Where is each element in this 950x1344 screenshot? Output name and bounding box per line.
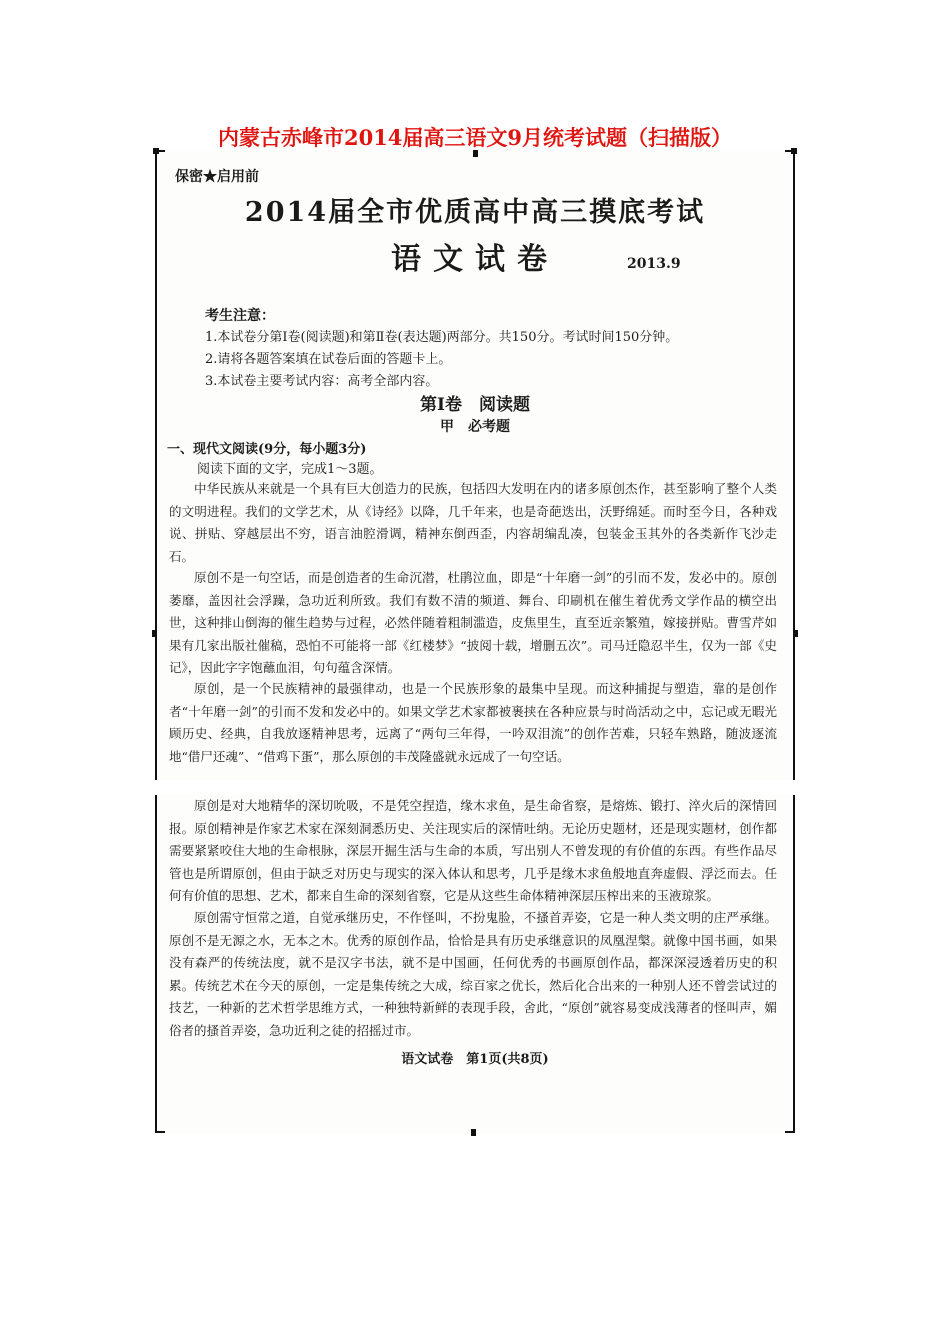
page-footer: 语文试卷 第1页(共8页) — [401, 1052, 549, 1067]
exam-date: 2013.9 — [627, 256, 681, 272]
registration-mark — [471, 1129, 476, 1136]
exam-subtitle: 语文试卷 — [391, 242, 559, 277]
exam-title: 2014届全市优质高中高三摸底考试 — [244, 197, 706, 228]
registration-mark — [152, 630, 157, 637]
notice-heading: 考生注意： — [205, 308, 275, 324]
passage-paragraph: 原创，是一个民族精神的最强律动，也是一个民族形象的最集中呈现。而这种捕捉与塑造，靠的是创作者“十年磨一剑”的引而不发和发必中的。如果文学艺术家都被裹挟在各种应景与时尚活动之中，忘记或无暇光顾历史、经典，自我放逐精神思考，远离了“两句三年得，一吟双泪流”的创作苦难，只轻车熟路，随波逐流地“借尸还魂”、“借鸡下蛋”，那么原创的丰茂隆盛就永远成了一句空话。 — [169, 681, 777, 764]
confidential-label: 保密★启用前 — [175, 169, 259, 185]
crop-mark — [785, 1131, 795, 1133]
notice-item: 1.本试卷分第Ⅰ卷(阅读题)和第Ⅱ卷(表达题)两部分。共150分。考试时间150分钟。 — [205, 330, 679, 345]
scan-border-right — [793, 795, 795, 1133]
document-title: 内蒙古赤峰市2014届高三语文9月统考试题（扫描版） — [217, 125, 733, 150]
part-heading: 一、现代文阅读(9分，每小题3分) — [167, 442, 367, 457]
section-title: 第Ⅰ卷 阅读题 — [420, 395, 530, 415]
passage-paragraph: 原创是对大地精华的深切吮吸，不是凭空捏造，缘木求鱼，是生命省察，是熔炼、锻打、淬火后的深情回报。原创精神是作家艺术家在深刻洞悉历史、关注现实后的深情吐纳。无论历史题材，还是现实题材，创作都需要紧紧咬住大地的生命根脉，深层开掘生活与生命的本质，写出别人不曾发现的有价值的东西。有些作品尽管也是所谓原创，但由于缺乏对历史与现实的深入体认和思考，几乎是缘木求鱼般地直奔虚假、浮泛而去。任何有价值的思想、艺术，都来自生命的深刻省察，它是从这些生命体精神深层压榨出来的玉液琼浆。 — [169, 798, 777, 903]
section-subtitle: 甲 必考题 — [440, 419, 510, 435]
notice-item: 2.请将各题答案填在试卷后面的答题卡上。 — [205, 352, 452, 367]
registration-mark — [793, 630, 798, 637]
crop-mark — [155, 150, 165, 152]
reading-instruction: 阅读下面的文字，完成1～3题。 — [197, 462, 383, 477]
scanned-page-bottom — [155, 795, 795, 1133]
crop-mark — [155, 1131, 165, 1133]
scan-border-left — [155, 795, 157, 1133]
scanned-page-top — [155, 150, 795, 780]
notice-list — [205, 326, 785, 392]
notice-item: 3.本试卷主要考试内容：高考全部内容。 — [205, 374, 439, 389]
passage-paragraph: 原创不是一句空话，而是创造者的生命沉潜，杜鹃泣血，即是“十年磨一剑”的引而不发，发必中的。原创萎靡，盖因社会浮躁，急功近利所致。我们有数不清的频道、舞台、印刷机在催生着优秀文学作品的横空出世，这种排山倒海的催生趋势与过程，必然伴随着粗制滥造，皮焦里生，直至近亲繁殖，嫁接拼贴。曹雪芹如果有几家出版社催稿，恐怕不可能将一部《红楼梦》“披阅十载，增删五次”。司马迁隐忍半生，仅为一部《史记》，因此字字饱蘸血泪，句句蕴含深情。 — [169, 570, 777, 675]
registration-mark — [473, 150, 478, 157]
passage-paragraph: 中华民族从来就是一个具有巨大创造力的民族，包括四大发明在内的诸多原创杰作，甚至影响了整个人类的文明进程。我们的文学艺术，从《诗经》以降，几千年来，也是奇葩迭出，沃野绵延。而时至今日，各种戏说、拼贴、穿越层出不穷，语言油腔滑调，精神东倒西歪，内容胡编乱凑，包装金玉其外的各类新作飞沙走石。 — [169, 481, 777, 564]
passage-paragraph: 原创需守恒常之道，自觉承继历史，不作怪叫，不扮鬼脸，不搔首弄姿，它是一种人类文明的庄严承继。原创不是无源之水，无本之木。优秀的原创作品，恰恰是具有历史承继意识的凤凰涅槃。就像中国书画，如果没有森严的传统法度，就不是汉字书法，就不是中国画，任何优秀的书画原创作品，都深深浸透着历史的积累。传统艺术在今天的原创，一定是集传统之大成，综百家之优长，然后化合出来的一种别人还不曾尝试过的技艺，一种新的艺术哲学思维方式，一种独特新鲜的表现手段，舍此，“原创”就容易变成浅薄者的怪叫声，媚俗者的搔首弄姿，急功近利之徒的招摇过市。 — [169, 910, 777, 1038]
crop-mark — [785, 150, 795, 152]
